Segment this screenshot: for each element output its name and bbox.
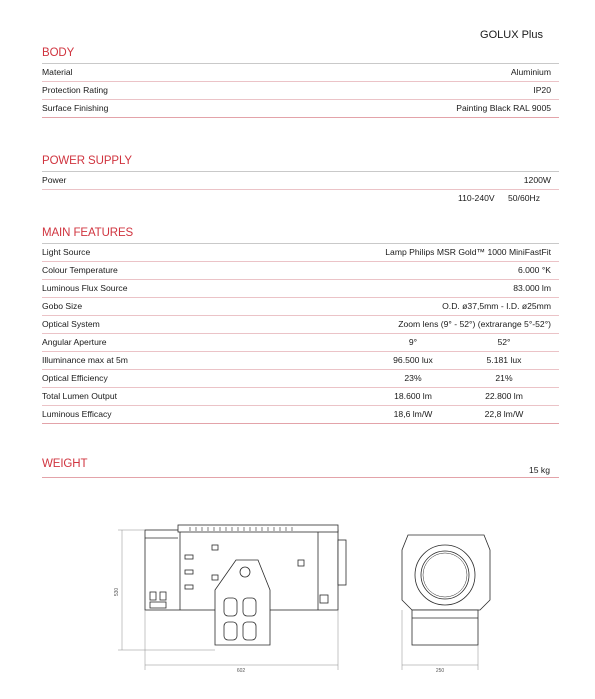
- row-label: Colour Temperature: [42, 265, 118, 275]
- row-value-wide: 52°: [497, 337, 511, 347]
- row-value: Painting Black RAL 9005: [456, 103, 551, 113]
- table-row: [42, 100, 559, 118]
- row-value: Aluminium: [510, 67, 551, 77]
- table-row: [42, 82, 559, 100]
- row-label: Material: [42, 67, 73, 77]
- row-label: Angular Aperture: [42, 337, 107, 347]
- row-label: Surface Finishing: [42, 103, 109, 113]
- row-value-wide: 22.800 lm: [485, 391, 523, 401]
- frequency-value: 50/60Hz: [508, 193, 541, 203]
- table-row: [42, 406, 559, 424]
- row-label: Optical System: [42, 319, 100, 329]
- table-row: [42, 298, 559, 316]
- table-row: [42, 334, 559, 352]
- table-row: [42, 64, 559, 82]
- table-row: [42, 262, 559, 280]
- voltage-value: 110-240V: [458, 193, 495, 203]
- row-label: Optical Efficiency: [42, 373, 108, 383]
- table-row: [42, 190, 559, 208]
- height-dimension-label: 530: [114, 587, 120, 597]
- table-row: [42, 172, 559, 190]
- row-label: Total Lumen Output: [42, 391, 118, 401]
- row-value-wide: 5.181 lux: [486, 355, 522, 365]
- section-title-main-features: MAIN FEATURES: [42, 227, 134, 239]
- front-view-drawing: [402, 535, 490, 645]
- row-value-narrow: 23%: [404, 373, 422, 383]
- section-rule: [42, 423, 559, 424]
- section-rule: [42, 117, 559, 118]
- product-name: GOLUX Plus: [480, 29, 543, 41]
- table-row: [42, 244, 559, 262]
- weight-value: 15 kg: [528, 465, 550, 475]
- row-value-narrow: 18,6 lm/W: [393, 409, 433, 419]
- row-value-wide: 21%: [495, 373, 513, 383]
- row-value: 1200W: [523, 175, 551, 185]
- row-value: Zoom lens (9° - 52°) (extrarange 5°-52°): [398, 319, 551, 329]
- row-label: Luminous Efficacy: [42, 409, 112, 419]
- row-label: Illuminance max at 5m: [42, 355, 128, 365]
- row-label: Gobo Size: [42, 301, 83, 311]
- side-view-drawing: [145, 525, 346, 645]
- section-title-power-supply: POWER SUPPLY: [42, 155, 132, 167]
- table-row: [42, 388, 559, 406]
- table-row: [42, 316, 559, 334]
- table-row: [42, 352, 559, 370]
- row-label: Light Source: [42, 247, 91, 257]
- section-title-weight: WEIGHT: [42, 458, 88, 470]
- row-value: 6.000 °K: [517, 265, 551, 275]
- row-value-wide: 22,8 lm/W: [484, 409, 524, 419]
- technical-drawing: [0, 510, 595, 695]
- row-value: O.D. ø37,5mm - I.D. ø25mm: [442, 301, 551, 311]
- table-row: [42, 280, 559, 298]
- section-rule: [42, 477, 559, 478]
- row-value-narrow: 18.600 lm: [394, 391, 432, 401]
- width-dimension-label: 250: [435, 668, 445, 674]
- row-value-narrow: 9°: [408, 337, 418, 347]
- row-value-narrow: 96.500 lux: [393, 355, 433, 365]
- row-label: Protection Rating: [42, 85, 108, 95]
- row-label: Luminous Flux Source: [42, 283, 128, 293]
- row-value: IP20: [533, 85, 551, 95]
- length-dimension-label: 602: [236, 668, 246, 674]
- row-value: 83.000 lm: [513, 283, 551, 293]
- section-title-body: BODY: [42, 47, 75, 59]
- row-value: Lamp Philips MSR Gold™ 1000 MiniFastFit: [385, 247, 551, 257]
- table-row: [42, 370, 559, 388]
- row-label: Power: [42, 175, 67, 185]
